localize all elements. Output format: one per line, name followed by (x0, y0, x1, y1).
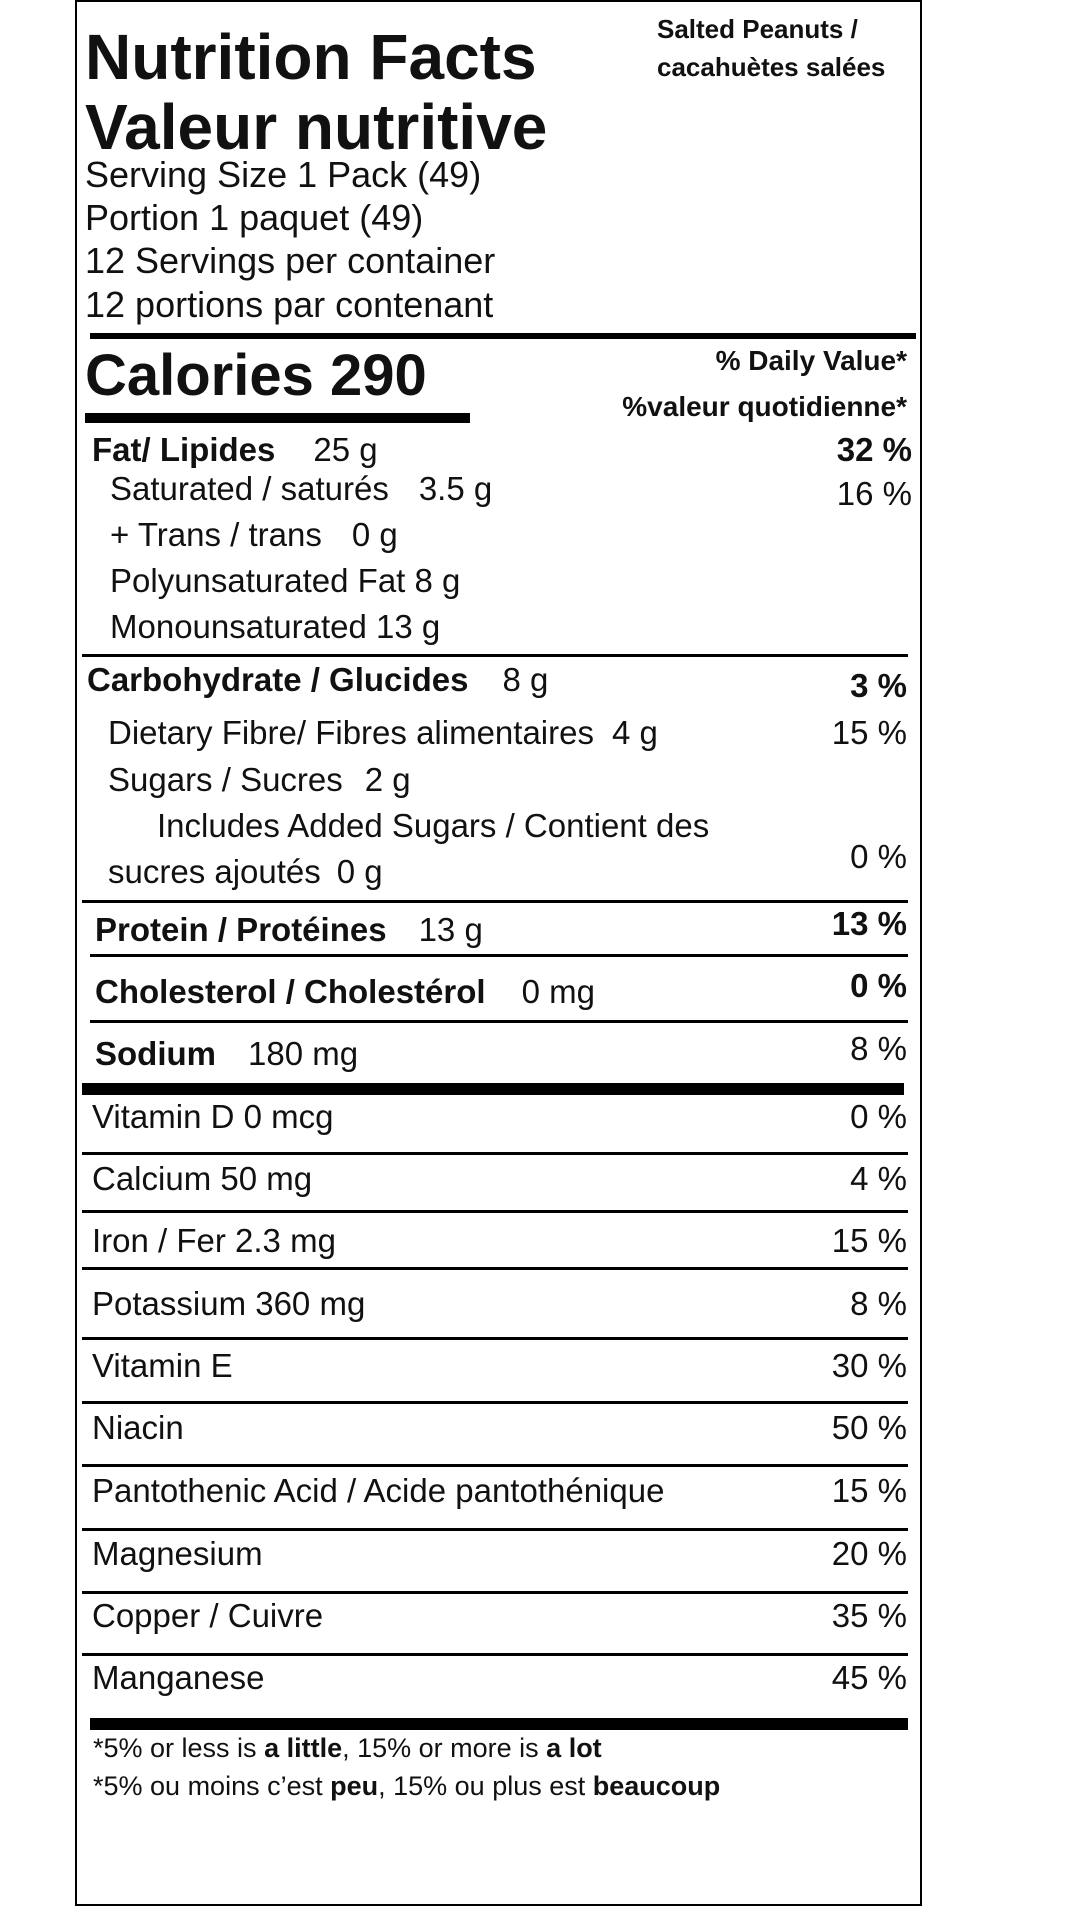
serving-size-fr: Portion 1 paquet (49) (85, 197, 424, 238)
rule-niacin (82, 1464, 908, 1467)
sugars-row (108, 761, 411, 799)
rule-thick-top (90, 333, 916, 339)
footnote-en-prefix: *5% or less is (93, 1733, 265, 1763)
added-sugars-label: sucres ajoutés (108, 853, 321, 890)
fibre-label: Dietary Fibre/ Fibres alimentaires (108, 714, 594, 751)
pantothenic-acid-label: Pantothenic Acid / Acide pantothénique (92, 1472, 665, 1509)
rule-thick-bottom (90, 1718, 908, 1730)
magnesium-pct: 20 % (831, 1535, 907, 1572)
title-fr: Valeur nutritive (85, 91, 548, 163)
potassium-label: Potassium 360 mg (92, 1285, 366, 1322)
saturated-pct: 16 % (836, 475, 912, 512)
calories-label: Calories 290 (85, 343, 427, 408)
protein-amount: 13 g (418, 911, 483, 948)
saturated-row (110, 470, 492, 508)
footnote-en-lot: a lot (546, 1733, 602, 1763)
vitamin-d-label: Vitamin D 0 mcg (92, 1098, 334, 1135)
sugars-amount: 2 g (364, 761, 411, 798)
cholesterol-amount: 0 mg (521, 973, 595, 1010)
rule-iron (82, 1267, 908, 1270)
product-name-line1: Salted Peanuts / (657, 14, 858, 44)
fibre-pct: 15 % (831, 714, 907, 751)
potassium-pct: 8 % (850, 1285, 907, 1322)
footnote-fr-prefix: *5% ou moins c’est (93, 1771, 331, 1801)
magnesium-label: Magnesium (92, 1535, 263, 1572)
sodium-label: Sodium (95, 1035, 216, 1072)
rule-thick-vitamins (82, 1083, 904, 1095)
carbohydrate-pct: 3 % (850, 667, 907, 704)
fat-row (92, 431, 378, 469)
saturated-amount: 3.5 g (418, 470, 493, 507)
footnote-en (93, 1733, 602, 1764)
rule-pantothenic-acid (82, 1528, 908, 1531)
carbohydrate-row (87, 661, 548, 699)
trans-amount: 0 g (351, 516, 398, 553)
footnote-en-mid: , 15% or more is (342, 1733, 547, 1763)
protein-row (95, 911, 483, 949)
rule-calcium (82, 1210, 908, 1213)
serving-size-en: Serving Size 1 Pack (49) (85, 154, 482, 195)
footnote-fr (93, 1771, 720, 1802)
iron-label: Iron / Fer 2.3 mg (92, 1222, 336, 1259)
protein-pct: 13 % (831, 905, 907, 942)
cholesterol-pct: 0 % (850, 967, 907, 1004)
footnote-fr-mid: , 15% ou plus est (378, 1771, 593, 1801)
calcium-label: Calcium 50 mg (92, 1160, 313, 1197)
pantothenic-acid-pct: 15 % (831, 1472, 907, 1509)
footnote-fr-peu: peu (330, 1771, 379, 1801)
monounsaturated-row: Monounsaturated 13 g (110, 608, 441, 645)
rule-magnesium (82, 1591, 908, 1594)
protein-label: Protein / Protéines (95, 911, 387, 948)
servings-per-container-en: 12 Servings per container (85, 240, 496, 281)
carbohydrate-amount: 8 g (502, 661, 549, 698)
cholesterol-label: Cholesterol / Cholestérol (95, 973, 486, 1010)
sugars-label: Sugars / Sucres (108, 761, 343, 798)
iron-pct: 15 % (831, 1222, 907, 1259)
manganese-pct: 45 % (831, 1659, 907, 1696)
trans-row (110, 516, 398, 554)
vitamin-e-pct: 30 % (831, 1347, 907, 1384)
rule-vitamin-d (82, 1152, 908, 1155)
title-en: Nutrition Facts (85, 21, 537, 93)
calories-underline (85, 413, 470, 423)
product-name-line2: cacahuètes salées (657, 52, 886, 82)
rule-vitamin-e (82, 1401, 908, 1404)
sodium-amount: 180 mg (248, 1035, 359, 1072)
rule-after-carbs (82, 900, 908, 903)
carbohydrate-label: Carbohydrate / Glucides (87, 661, 469, 698)
rule-after-fat (82, 654, 908, 657)
footnote-fr-beaucoup: beaucoup (592, 1771, 721, 1801)
vitamin-e-label: Vitamin E (92, 1347, 233, 1384)
niacin-pct: 50 % (831, 1409, 907, 1446)
calcium-pct: 4 % (850, 1160, 907, 1197)
daily-value-header-en: % Daily Value* (715, 345, 907, 376)
sodium-pct: 8 % (850, 1030, 907, 1067)
copper-pct: 35 % (831, 1597, 907, 1634)
fat-pct: 32 % (836, 431, 912, 468)
rule-after-cholesterol (90, 1020, 908, 1023)
copper-label: Copper / Cuivre (92, 1597, 324, 1634)
sodium-row (95, 1035, 358, 1073)
daily-value-header-fr: %valeur quotidienne* (622, 391, 907, 422)
manganese-label: Manganese (92, 1659, 265, 1696)
footnote-en-little: a little (264, 1733, 343, 1763)
trans-label: + Trans / trans (110, 516, 322, 553)
polyunsaturated-row: Polyunsaturated Fat 8 g (110, 562, 461, 599)
fibre-amount: 4 g (611, 714, 658, 751)
added-sugars-line1: Includes Added Sugars / Contient des (157, 807, 710, 844)
added-sugars-line2 (108, 853, 383, 891)
fat-amount: 25 g (313, 431, 378, 468)
added-sugars-amount: 0 g (336, 853, 383, 890)
fat-label: Fat/ Lipides (92, 431, 276, 468)
fibre-row (108, 714, 658, 752)
vitamin-d-pct: 0 % (850, 1098, 907, 1135)
saturated-label: Saturated / saturés (110, 470, 389, 507)
cholesterol-row (95, 973, 595, 1011)
servings-per-container-fr: 12 portions par contenant (85, 284, 494, 325)
rule-copper (82, 1653, 908, 1656)
added-sugars-pct: 0 % (850, 838, 907, 875)
rule-after-protein (90, 954, 908, 957)
rule-potassium (82, 1337, 908, 1340)
niacin-label: Niacin (92, 1409, 184, 1446)
